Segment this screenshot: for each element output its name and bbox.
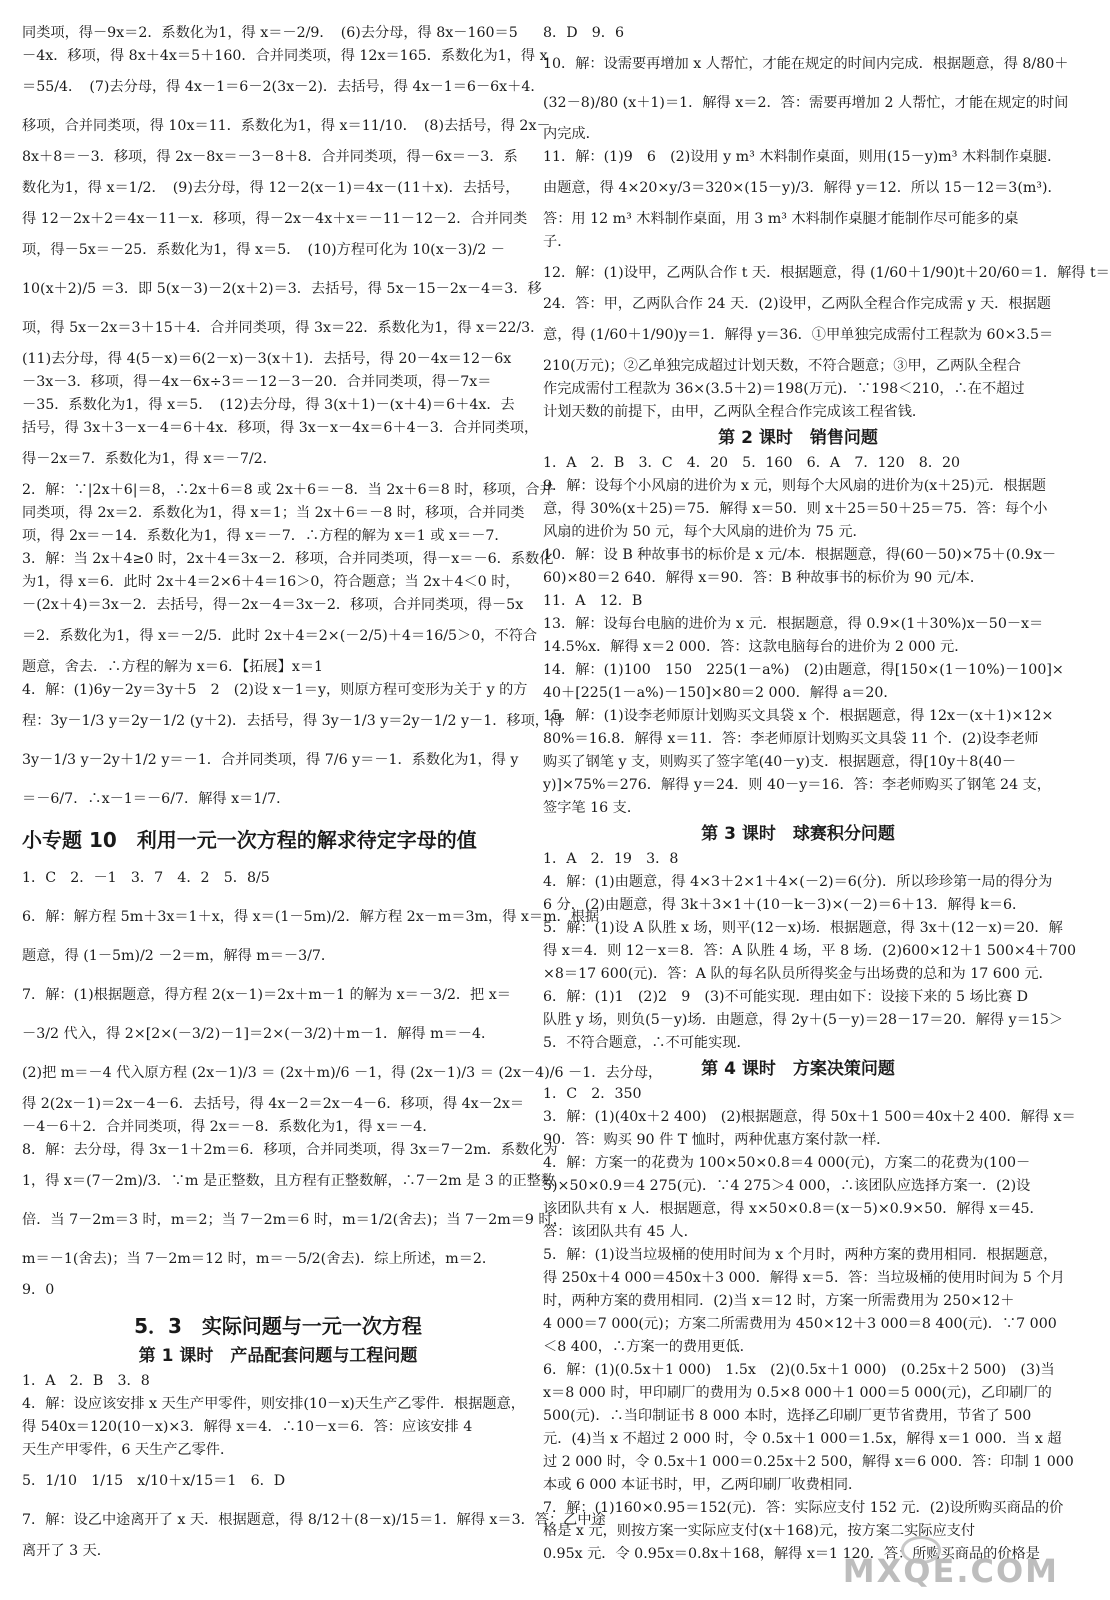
text-line: 4．解：(1)6y－2y＝3y＋5 2 (2)设 x－1＝y，则原方程可变形为关于 y 的方 — [22, 682, 528, 698]
answer-block-lesson2 — [543, 452, 1064, 820]
answer-block-abs-equations — [22, 479, 564, 819]
text-line: m＝－1(舍去)；当 7－2m＝12 时，m＝－5/2(舍去)．综上所述，m＝2． — [22, 1251, 497, 1267]
text-line: 210(万元)；②乙单独完成超过计划天数，不符合题意；③甲，乙两队全程合 — [543, 358, 1021, 374]
text-line: 程：3y－1/3 y＝2y－1/2 (y＋2)．去括号，得 3y－1/3 y＝2y－1/2 y－1．移项，得 — [22, 713, 564, 729]
text-line: 得 2(2x－1)＝2x－4－6．去括号，得 4x－2＝2x－4－6．移项，得 4x－2x＝ — [22, 1096, 525, 1112]
text-line: 9．解：设每个小风扇的进价为 x 元，则每个大风扇的进价为(x＋25)元．根据题 — [543, 478, 1046, 494]
text-line: 倍．当 7－2m＝3 时，m＝2；当 7－2m＝6 时，m＝1/2(舍去)；当 7－2m＝9 时， — [22, 1212, 567, 1228]
text-line: 2．解：∵|2x＋6|＝8，∴2x＋6＝8 或 2x＋6＝－8．当 2x＋6＝8 时，移项，合并 — [22, 482, 554, 498]
text-line: 1，得 x＝(7－2m)/3．∵m 是正整数，且方程有正整数解，∴7－2m 是 3 的正整数 — [22, 1173, 556, 1189]
text-line: 括号，得 3x＋3－x－4＝6＋4x．移项，得 3x－x－4x＝6＋4－3．合并同类项， — [22, 420, 539, 436]
text-line: 移项，合并同类项，得 10x＝11．系数化为1，得 x＝11/10． (8)去括号，得 2x－ — [22, 118, 551, 134]
text-line: 5．1/10 1/15 x/10＋x/15＝1 6．D — [22, 1473, 286, 1489]
text-line: 14．解：(1)100 150 225(1－a%) (2)由题意，得[150×(1－10%)－100]× — [543, 662, 1064, 678]
text-line: 40＋[225(1－a%)－150]×80＝2 000．解得 a＝20． — [543, 685, 898, 701]
text-line: 签字笔 16 支． — [543, 800, 642, 816]
text-line: 10(x＋2)/5 ＝3．即 5(x－3)－2(x＋2)＝3．去括号，得 5x－15－2x－4＝3．移 — [22, 281, 542, 297]
text-line: 意，得 (1/60＋1/90)y＝1．解得 y＝36．①甲单独完成需付工程款为 60×3.5＝ — [543, 327, 1054, 343]
text-line: ＝55/4． (7)去分母，得 4x－1＝6－2(3x－2)．去括号，得 4x－1＝6－6x＋4． — [22, 79, 545, 95]
text-line: 8x＋8＝－3．移项，得 2x－8x＝－3－8＋8．合并同类项，得－6x＝－3．系 — [22, 149, 518, 165]
text-line: 答：该团队共有 45 人． — [543, 1224, 698, 1240]
text-line: 得 x＝4．则 12－x＝8．答：A 队胜 4 场，平 8 场．(2)600×12＋1 500×4＋700 — [543, 943, 1077, 959]
text-line: ＝－6/7．∴x－1＝－6/7．解得 x＝1/7． — [22, 791, 291, 807]
text-line: 1．C 2．350 — [543, 1086, 642, 1102]
text-line: 4．解：设应该安排 x 天生产甲零件，则安排(10－x)天生产乙零件．根据题意， — [22, 1396, 525, 1412]
text-line: 风扇的进价为 50 元，每个大风扇的进价为 75 元． — [543, 524, 867, 540]
answer-block-engineering — [543, 22, 1110, 424]
text-line: y)]×75%＝276．解得 y＝24．则 40－y＝16．答：李老师购买了钢笔 24 支， — [543, 777, 1051, 793]
text-line: 同类项，得－9x＝2．系数化为1，得 x＝－2/9． (6)去分母，得 8x－160＝5 — [22, 25, 518, 41]
text-line: 项，得 2x＝－14．系数化为1，得 x＝－7．∴方程的解为 x＝1 或 x＝－7． — [22, 528, 509, 544]
text-line: 12．解：(1)设甲，乙两队合作 t 天．根据题意，得 (1/60＋1/90)t＋20/60＝1．解得 t＝ — [543, 265, 1110, 281]
text-line: 数化为1，得 x＝1/2． (9)去分母，得 12－2(x－1)＝4x－(11＋x)．去括号， — [22, 180, 520, 196]
right-column — [543, 22, 1110, 1566]
text-line: －4－6＋2．合并同类项，得 2x＝－8．系数化为1，得 x＝－4． — [22, 1119, 437, 1135]
text-line: 得 12－2x＋2＝4x－11－x．移项，得－2x－4x＋x＝－11－12－2．合并同类 — [22, 211, 528, 227]
text-line: 9．0 — [22, 1282, 55, 1298]
text-line: 元．(4)当 x 不超过 2 000 时，令 0.5x＋1 000＝1.5x，解得 x＝1 000．当 x 超 — [543, 1431, 1062, 1447]
lesson-title: 第 2 课时 销售问题 — [718, 428, 878, 448]
text-line: 时，两种方案的费用相同．(2)当 x＝12 时，方案一所需费用为 250×12＋ — [543, 1293, 1015, 1309]
text-line: 5．解：(1)设当垃圾桶的使用时间为 x 个月时，两种方案的费用相同．根据题意， — [543, 1247, 1058, 1263]
text-line: 5．解：(1)设 A 队胜 x 场，则平(12－x)场．根据题意，得 3x＋(12－x)＝20．解 — [543, 920, 1063, 936]
text-line: 1．A 2．19 3．8 — [543, 851, 679, 867]
text-line: 意，得 30%(x＋25)＝75．解得 x＝50．则 x＋25＝50＋25＝75．答：每个小 — [543, 501, 1048, 517]
text-line: 格是 x 元，则按方案一实际应支付(x＋168)元，按方案二实际应支付 — [543, 1523, 976, 1539]
text-line: 6．解：(1)(0.5x＋1 000) 1.5x (2)(0.5x＋1 000) (0.25x＋2 500) (3)当 — [543, 1362, 1055, 1378]
text-line: 90．答：购买 90 件 T 恤时，两种优惠方案付款一样． — [543, 1132, 891, 1148]
answer-block-lesson4 — [543, 1083, 1076, 1566]
text-line: (11)去分母，得 4(5－x)＝6(2－x)－3(x＋1)．去括号，得 20－4x＝12－6x — [22, 351, 512, 367]
text-line: 4．解：方案一的花费为 100×50×0.8＝4 000(元)，方案二的花费为(100－ — [543, 1155, 1031, 1171]
text-line: 10．解：设 B 种故事书的标价是 x 元/本．根据题意，得(60－50)×75＋(0.9x－ — [543, 547, 1057, 563]
text-line: 3．解：当 2x＋4≥0 时，2x＋4＝3x－2．移项，合并同类项，得－x＝－6．系数化 — [22, 551, 554, 567]
answer-block-equations — [22, 22, 551, 479]
text-line: 题意，舍去．∴方程的解为 x＝6．【拓展】x＝1 — [22, 659, 324, 675]
text-line: 得 250x＋4 000＝450x＋3 000．解得 x＝5．答：当垃圾桶的使用时间为 5 个月 — [543, 1270, 1065, 1286]
text-line: 过 2 000 时，令 0.5x＋1 000＝0.25x＋2 500，解得 x＝6 000．答：印制 1 000 — [543, 1454, 1074, 1470]
text-line: 答：用 12 m³ 木料制作桌面，用 3 m³ 木料制作桌腿才能制作尽可能多的桌 — [543, 211, 1019, 227]
text-line: 作完成需付工程款为 36×(3.5＋2)＝198(万元)．∵198＜210，∴在不超过 — [543, 381, 1025, 397]
text-line: 内完成． — [543, 126, 600, 142]
text-line: 该团队共有 x 人．根据题意，得 x×50×0.8＝(x－5)×0.9×50．解得 x＝45． — [543, 1201, 1044, 1217]
text-line: 1．C 2．－1 3．7 4．2 5．8/5 — [22, 870, 270, 886]
section-title: 5．3 实际问题与一元一次方程 — [134, 1314, 422, 1338]
text-line: 为1，得 x＝6．此时 2x＋4＝2×6＋4＝16＞0，符合题意；当 2x＋4＜0 时， — [22, 574, 520, 590]
text-line: 13．解：设每台电脑的进价为 x 元．根据题意，得 0.9×(1＋30%)x－50－x＝ — [543, 616, 1044, 632]
lesson-title: 第 1 课时 产品配套问题与工程问题 — [138, 1346, 418, 1366]
text-line: －35．系数化为1，得 x＝5． (12)去分母，得 3(x＋1)－(x＋4)＝6＋4x．去 — [22, 397, 515, 413]
text-line: 购买了钢笔 y 支，则购买了签字笔(40－y)支．根据题意，得[10y＋8(40－ — [543, 754, 1017, 770]
text-line: 24．答：甲，乙两队合作 24 天．(2)设甲，乙两队全程合作完成需 y 天．根据题 — [543, 296, 1051, 312]
text-line: 题意，得 (1－5m)/2 －2＝m，解得 m＝－3/7． — [22, 948, 336, 964]
text-line: 4 000＝7 000(元)；方案二所需费用为 450×12＋3 000＝8 400(元)．∵7 000 — [543, 1316, 1057, 1332]
text-line: 6．解：(1)1 (2)2 9 (3)不可能实现．理由如下：设接下来的 5 场比赛 D — [543, 989, 1029, 1005]
topic-title: 小专题 10 利用一元一次方程的解求待定字母的值 — [22, 828, 477, 852]
text-line: 得－2x＝7．系数化为1，得 x＝－7/2． — [22, 451, 277, 467]
text-line: 60)×80＝2 640．解得 x＝90．答：B 种故事书的标价为 90 元/本． — [543, 570, 985, 586]
text-line: 8．D 9．6 — [543, 25, 625, 41]
text-line: 10．解：设需要再增加 x 人帮忙，才能在规定的时间内完成．根据题意，得 8/80＋ — [543, 56, 1069, 72]
text-line: 6 分．(2)由题意，得 3k＋3×1＋(10－k－3)×(－2)＝6＋13．解得 k＝6． — [543, 897, 1027, 913]
text-line: －4x．移项，得 8x＋4x＝5＋160．合并同类项，得 12x＝165．系数化为1，得 x — [22, 48, 548, 64]
answer-block-lesson3 — [543, 848, 1077, 1055]
lesson-title: 第 4 课时 方案决策问题 — [701, 1059, 895, 1079]
text-line: 7．解：设乙中途离开了 x 天．根据题意，得 8/12＋(8－x)/15＝1．解得 x＝3．答：乙中途 — [22, 1512, 606, 1528]
text-line: 3．解：(1)(40x＋2 400) (2)根据题意，得 50x＋1 500＝40x＋2 400．解得 x＝ — [543, 1109, 1076, 1125]
text-line: (2)把 m＝－4 代入原方程 (2x－1)/3 ＝ (2x＋m)/6 －1，得 (2x－1)/3 ＝ (2x－4)/6 －1．去分母， — [22, 1065, 663, 1081]
text-line: ＜8 400，∴方案一的费用更低． — [543, 1339, 754, 1355]
text-line: 同类项，得 2x＝2．系数化为1，得 x＝1；当 2x＋6＝－8 时，移项，合并同类 — [22, 505, 525, 521]
text-line: 6．解：解方程 5m＋3x＝1＋x，得 x＝(1－5m)/2．解方程 2x－m＝3m，得 x＝m．根据 — [22, 909, 600, 925]
text-line: 7．解：(1)根据题意，得方程 2(x－1)＝2x＋m－1 的解为 x＝－3/2．把 x＝ — [22, 987, 511, 1003]
text-line: (32－8)/80 (x＋1)＝1．解得 x＝2．答：需要再增加 2 人帮忙，才能在规定的时间 — [543, 95, 1069, 111]
text-line: 1．A 2．B 3．C 4．20 5．160 6．A 7．120 8．20 — [543, 455, 961, 471]
text-line: 8．解：去分母，得 3x－1＋2m＝6．移项，合并同类项，得 3x＝7－2m．系数化为 — [22, 1142, 558, 1158]
text-line: －3x－3．移项，得－4x－6x÷3＝－12－3－20．合并同类项，得－7x＝ — [22, 374, 492, 390]
text-line: 由题意，得 4×20×y/3＝320×(15－y)/3．解得 y＝12．所以 15－12＝3(m³)． — [543, 180, 1062, 196]
text-line: 子． — [543, 234, 572, 250]
watermark-logo — [842, 1542, 1059, 1590]
text-line: 队胜 y 场，则负(5－y)场．由题意，得 2y＋(5－y)＝28－17＝20．解得 y＝15＞ — [543, 1012, 1064, 1028]
text-line: 5．不符合题意，∴不可能实现． — [543, 1035, 751, 1051]
text-line: 11．A 12．B — [543, 593, 643, 609]
text-line: 离开了 3 天． — [22, 1543, 111, 1559]
text-line: 1．A 2．B 3．8 — [22, 1373, 150, 1389]
text-line: 5)×50×0.9＝4 275(元)．∵4 275＞4 000，∴该团队应选择方案一．(2)设 — [543, 1178, 1031, 1194]
text-line: 天生产甲零件，6 天生产乙零件． — [22, 1442, 235, 1458]
answer-block-lesson1 — [22, 1370, 606, 1563]
text-line: 14.5%x．解得 x＝2 000．答：这款电脑每台的进价为 2 000 元． — [543, 639, 969, 655]
text-line: ×8＝17 600(元)．答：A 队的每名队员所得奖金与出场费的总和为 17 600 元． — [543, 966, 1053, 982]
text-line: －3/2 代入，得 2×[2×(－3/2)－1]＝2×(－3/2)＋m－1．解得 m＝－4． — [22, 1026, 496, 1042]
text-line: 15．解：(1)设李老师原计划购买文具袋 x 个．根据题意，得 12x－(x＋1)×12× — [543, 708, 1054, 724]
text-line: 4．解：(1)由题意，得 4×3＋2×1＋4×(－2)＝6(分)．所以珍珍第一局的得分为 — [543, 874, 1053, 890]
text-line: 项，得 5x－2x＝3＋15＋4．合并同类项，得 3x＝22．系数化为1，得 x＝22/3． — [22, 320, 545, 336]
text-line: 项，得－5x＝－25．系数化为1，得 x＝5． (10)方程可化为 10(x－3)/2 － — [22, 242, 505, 258]
text-line: x＝8 000 时，甲印刷厂的费用为 0.5×8 000＋1 000＝5 000(元)，乙印刷厂的 — [543, 1385, 1052, 1401]
watermark-text: MXQE.COM — [842, 1552, 1059, 1590]
text-line: ＝2．系数化为1，得 x＝－2/5．此时 2x＋4＝2×(－2/5)＋4＝16/5＞0，不符合 — [22, 628, 538, 644]
text-line: －(2x＋4)＝3x－2．去括号，得－2x－4＝3x－2．移项，合并同类项，得－5x — [22, 597, 524, 613]
text-line: 得 540x＝120(10－x)×3．解得 x＝4．∴10－x＝6．答：应该安排 4 — [22, 1419, 473, 1435]
text-line: 500(元)．∴当印制证书 8 000 本时，选择乙印刷厂更节省费用，节省了 500 — [543, 1408, 1032, 1424]
text-line: 3y－1/3 y－2y＋1/2 y＝－1．合并同类项，得 7/6 y＝－1．系数化为1，得 y — [22, 752, 519, 768]
text-line: 80%＝16.8．解得 x＝11．答：李老师原计划购买文具袋 11 个．(2)设李老师 — [543, 731, 1039, 747]
text-line: 7．解：(1)160×0.95＝152(元)．答：实际应支付 152 元．(2)设所购买商品的价 — [543, 1500, 1064, 1516]
lesson-title: 第 3 课时 球赛积分问题 — [701, 824, 895, 844]
text-line: 0.95x 元．令 0.95x＝0.8x＋168，解得 x＝1 120．答：所购买商品的价格是 — [543, 1546, 1040, 1562]
text-line: 11．解：(1)9 6 (2)设用 y m³ 木料制作桌面，则用(15－y)m³ 木料制作桌腿． — [543, 149, 1062, 165]
text-line: 计划天数的前提下，由甲，乙两队全程合作完成该工程省钱． — [543, 404, 927, 420]
text-line: 本或 6 000 本证书时，甲，乙两印刷厂收费相同． — [543, 1477, 863, 1493]
